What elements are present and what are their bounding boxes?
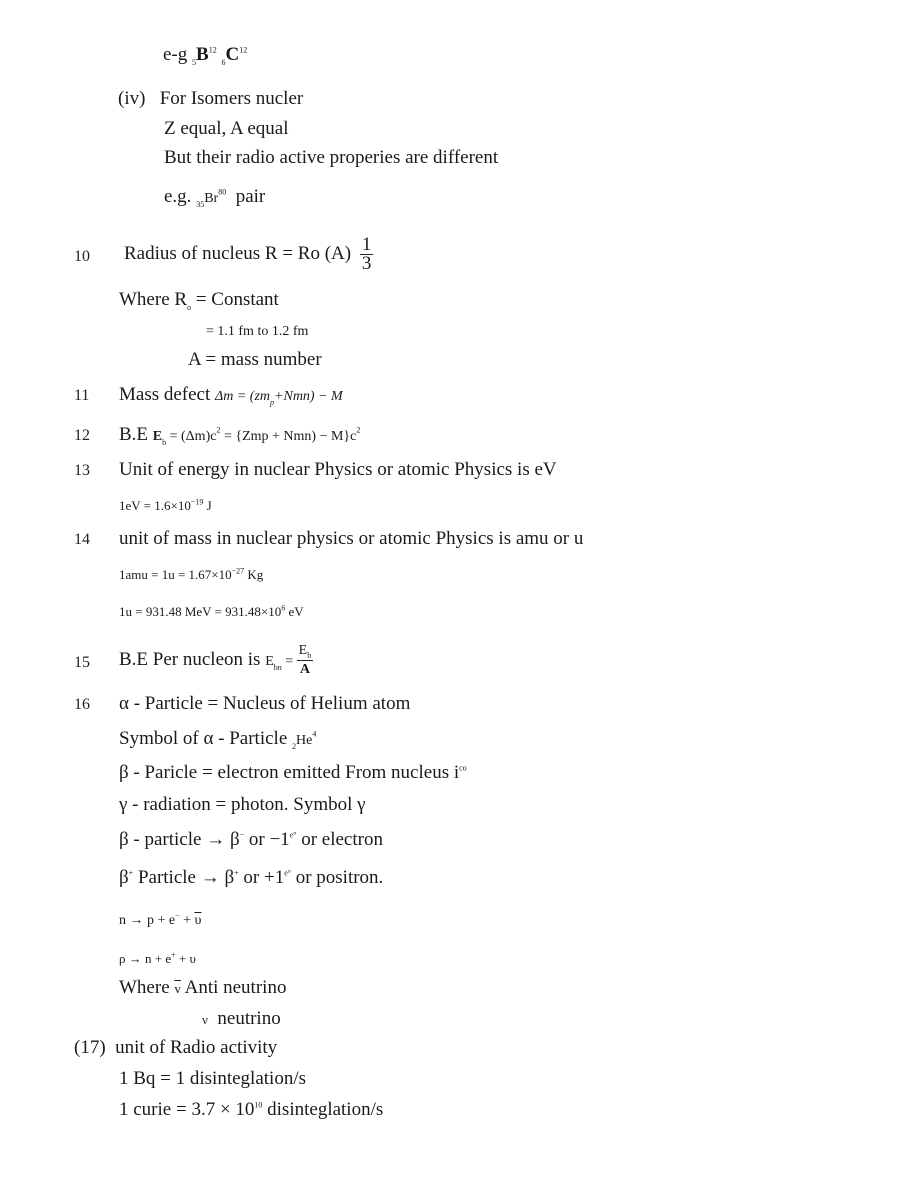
- formula: 1 curie = 3.7 × 10: [119, 1099, 255, 1120]
- subscript: 5: [192, 57, 197, 67]
- formula: n → p + e: [119, 913, 176, 928]
- item-text: Symbol of α - Particle: [119, 728, 288, 749]
- neutrino-symbol: ν: [202, 1012, 208, 1027]
- numerator: 1: [361, 234, 372, 256]
- element-symbol: He: [296, 733, 313, 748]
- superscript: 4: [312, 729, 317, 739]
- top-example: [163, 44, 247, 66]
- superscript: 6: [281, 603, 286, 613]
- element-symbol: B: [196, 44, 209, 65]
- radioactivity-heading: [74, 1037, 277, 1059]
- superscript: e°: [289, 830, 297, 840]
- neutrino: [202, 1008, 281, 1031]
- item-number: 12: [74, 427, 90, 444]
- antineutrino-symbol: $\overline{\upsilon}$: [194, 913, 202, 928]
- superscript: +: [171, 950, 176, 960]
- radius-range: = 1.1 fm to 1.2 fm: [206, 324, 309, 339]
- superscript: e°: [284, 868, 291, 878]
- formula: J: [203, 498, 212, 513]
- item-label: (iv): [118, 88, 146, 109]
- item-text: B.E: [119, 424, 149, 445]
- element-symbol: C: [225, 44, 240, 65]
- proton-decay: [119, 948, 196, 970]
- isomers-line-1: Z equal, A equal: [164, 118, 289, 139]
- isomers-example: [164, 186, 265, 210]
- example-prefix: e-g: [163, 44, 188, 65]
- formula: eV: [285, 604, 304, 619]
- denominator: A: [299, 662, 310, 678]
- subscript: o: [187, 302, 192, 312]
- formula: E: [152, 429, 163, 444]
- radius-formula: [124, 232, 373, 276]
- formula: ρ → n + e: [119, 951, 172, 966]
- formula: +Nmn) − M: [274, 389, 343, 404]
- superscript: +: [234, 868, 239, 878]
- superscript: +: [128, 868, 134, 878]
- item-text: β - Paricle = electron emitted From nucleus i: [119, 762, 460, 783]
- becquerel-definition: 1 Bq = 1 disinteglation/s: [119, 1068, 306, 1089]
- subscript: 6: [221, 57, 226, 67]
- item-number: 10: [74, 248, 90, 265]
- formula: disinteglation/s: [262, 1099, 384, 1120]
- formula: β: [119, 867, 129, 888]
- energy-unit: Unit of energy in nuclear Physics or atomic Physics is eV: [119, 459, 557, 480]
- example-prefix: e.g.: [164, 186, 192, 207]
- be-per-nucleon: [119, 638, 313, 684]
- subscript: bn: [273, 662, 282, 672]
- superscript: −27: [231, 566, 245, 576]
- formula: +: [179, 913, 195, 928]
- formula: E: [298, 643, 308, 659]
- item-text: B.E Per nucleon is: [119, 649, 261, 670]
- item-number: 11: [74, 387, 90, 404]
- isomers-heading: [118, 88, 303, 110]
- item-number: 15: [74, 654, 90, 671]
- formula: = {Zmp + Nmn) − M}c: [220, 429, 357, 444]
- binding-energy: [119, 424, 360, 448]
- beta-particle: [119, 762, 467, 784]
- formula: or +1: [238, 867, 285, 888]
- formula: 1eV = 1.6×10: [119, 498, 191, 513]
- where-value: = Constant: [191, 289, 279, 310]
- item-title: unit of Radio activity: [115, 1037, 278, 1058]
- formula: =: [281, 654, 297, 669]
- formula: Kg: [244, 567, 264, 582]
- gamma-radiation: γ - radiation = photon. Symbol γ: [119, 794, 366, 815]
- formula: 1u = 931.48 MeV = 931.48×10: [119, 604, 282, 619]
- formula: Particle → β: [133, 867, 235, 888]
- where-label: Where: [119, 977, 170, 998]
- amu-conversion: [119, 564, 263, 586]
- superscript: −: [239, 830, 245, 840]
- example-suffix: pair: [235, 186, 266, 207]
- numerator: [297, 642, 314, 661]
- subscript: b: [162, 437, 167, 447]
- mass-unit: unit of mass in nuclear physics or atomic Physics is amu or u: [119, 528, 584, 549]
- beta-minus: [119, 829, 383, 851]
- radius-where: [119, 289, 279, 311]
- item-label: (17): [74, 1037, 106, 1058]
- superscript: 80: [218, 187, 227, 197]
- curie-definition: [119, 1099, 383, 1121]
- element-symbol: Br: [204, 191, 219, 206]
- fraction: [297, 642, 314, 679]
- formula: or electron: [296, 829, 383, 850]
- item-text: Mass defect: [119, 384, 211, 405]
- ev-conversion: [119, 495, 212, 517]
- subscript: 35: [196, 199, 205, 209]
- item-text: Anti neutrino: [184, 977, 287, 998]
- superscript: −: [175, 911, 180, 921]
- formula: β - particle → β: [119, 829, 240, 850]
- superscript: −19: [190, 497, 204, 507]
- item-text: Radius of nucleus R = Ro (A): [124, 243, 352, 264]
- subscript: p: [270, 397, 275, 407]
- formula: E: [265, 654, 274, 669]
- subscript: 2: [292, 741, 297, 751]
- alpha-symbol: [119, 728, 316, 752]
- superscript: 2: [356, 425, 361, 435]
- antineutrino-symbol: $\overline{v}$: [174, 981, 181, 996]
- superscript: 10: [254, 1100, 263, 1110]
- formula: + υ: [175, 951, 196, 966]
- isomers-line-2: But their radio active properies are different: [164, 147, 499, 168]
- fraction: [360, 236, 374, 273]
- item-number: 16: [74, 696, 90, 713]
- radius-mass: A = mass number: [188, 349, 322, 370]
- beta-plus: [119, 867, 383, 889]
- formula: or positron.: [290, 867, 384, 888]
- item-text: neutrino: [217, 1008, 281, 1029]
- subscript: b: [307, 650, 312, 660]
- formula: or −1: [244, 829, 290, 850]
- superscript: co: [459, 763, 467, 773]
- formula: Δm = (zm: [215, 389, 271, 404]
- mass-defect: [119, 384, 343, 408]
- where-antineutrino: [119, 977, 286, 1000]
- u-energy-conversion: [119, 601, 304, 623]
- formula: = (Δm)c: [166, 429, 217, 444]
- formula: 1amu = 1u = 1.67×10: [119, 567, 232, 582]
- item-number: 13: [74, 462, 90, 479]
- alpha-particle: α - Particle = Nucleus of Helium atom: [119, 693, 411, 714]
- superscript: 12: [208, 45, 217, 55]
- item-title: For Isomers nucler: [159, 88, 304, 109]
- neutron-decay: [119, 910, 201, 932]
- superscript: 12: [239, 45, 248, 55]
- where-label: Where R: [119, 289, 188, 310]
- superscript: 2: [216, 425, 221, 435]
- item-number: 14: [74, 531, 90, 548]
- denominator: 3: [361, 253, 372, 275]
